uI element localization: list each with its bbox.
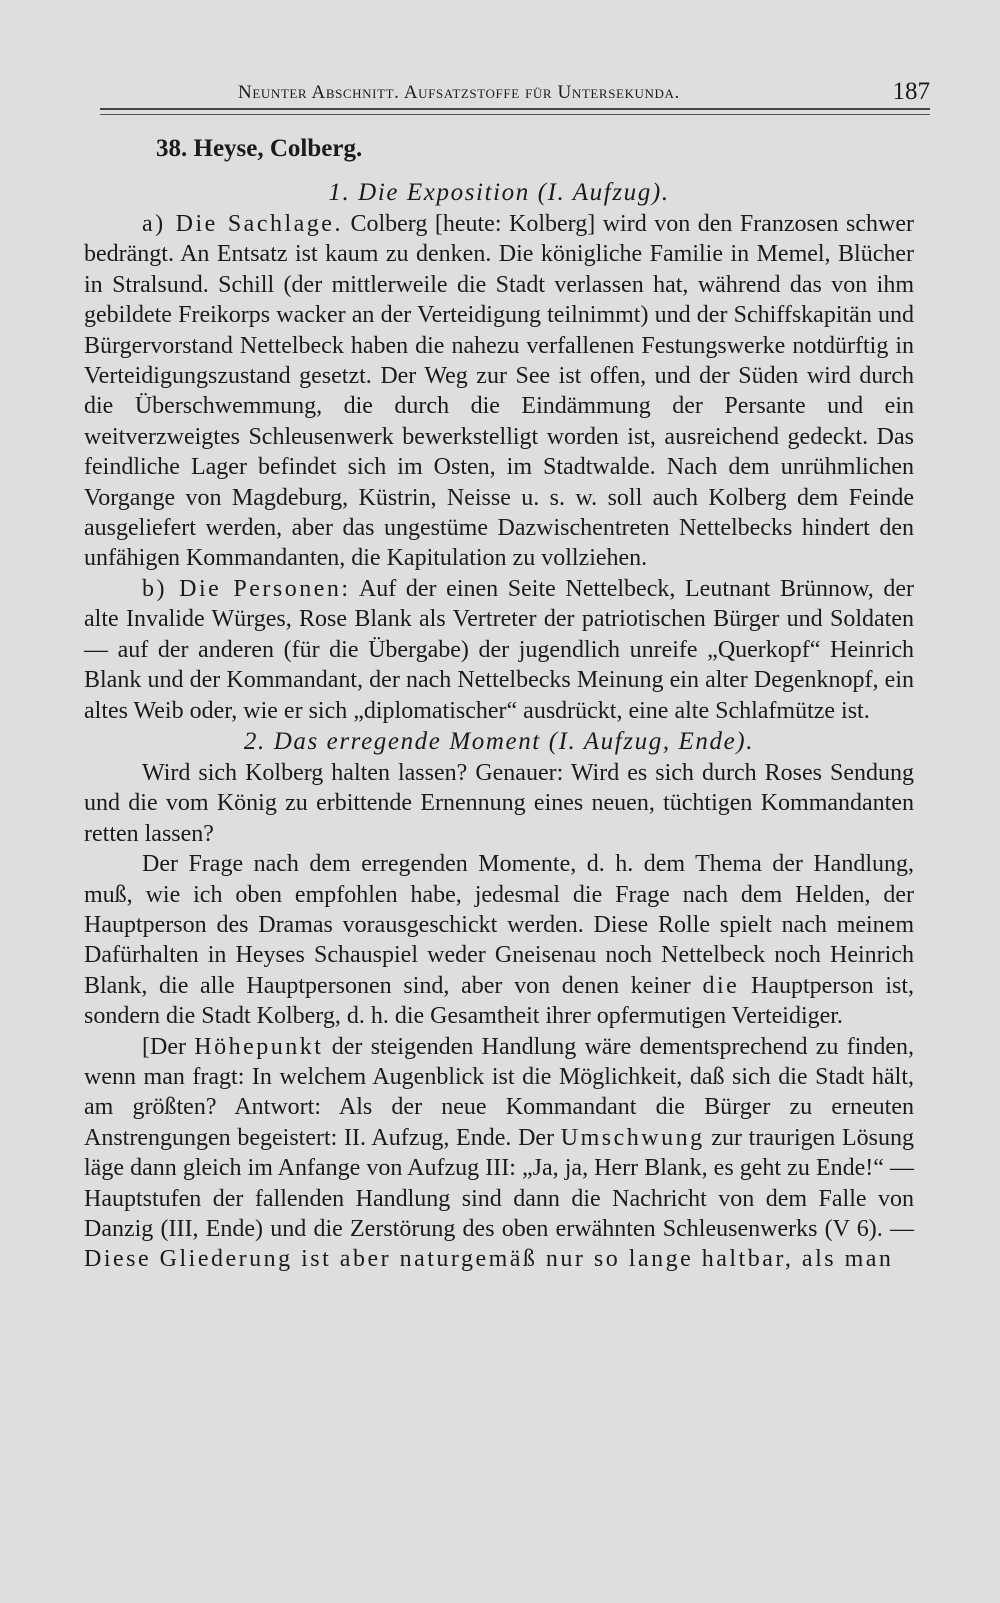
paragraph-text: Hauptperson ist, sondern die Stadt Kolberg, d. h. die Gesamtheit ihrer opfermutigen Verteidiger. — [84, 972, 915, 1030]
paragraph-sachlage — [84, 209, 914, 574]
page-number: 187 — [892, 78, 930, 105]
paragraph-text: Wird sich Kolberg halten lassen? Genauer: Wird es sich durch Roses Sendung und die vom König zu erbittende Ernennung eines neuen, tüchtigen Kommandanten retten lassen? — [84, 759, 914, 847]
emphasis-text: Diese Gliederung ist aber naturgemäß nur so lange haltbar, als man — [84, 1246, 894, 1273]
section-heading: 38. Heyse, Colberg. — [156, 135, 363, 162]
paragraph-label: a) Die Sachlage. — [142, 211, 343, 237]
emphasis-text: Umschwung — [560, 1124, 705, 1151]
paragraph-label: b) Die Personen: — [142, 575, 351, 602]
running-head — [100, 70, 930, 110]
paragraph-text: Auf der einen Seite Nettelbeck, Leutnant Brünnow, der alte Invalide Würges, Rose Blank als Vertreter der patriotischen Bürger und Soldaten — auf der anderen (für die Übergabe) der jugendlich unreife „Querkopf“ Heinrich Blank und der Kommandant, der nach Nettelbecks Meinung ein alter Degenknopf, ein altes Weib oder, wie er sich „diplomatischer“ ausdrückt, eine alte Schlafmütze ist. — [84, 575, 915, 724]
paragraph-text: zur traurigen Lösung läge dann gleich im Anfange von Aufzug III: „Ja, ja, Herr Blank, es geht zu Ende!“ — Hauptstufen der fallenden Handlung sind dann die Nachricht von dem Falle von Danzig (III, Ende) und die Zerstörung des oben erwähnten Schleusenwerks (V 6). — — [84, 1124, 915, 1242]
emphasis-text: Höhepunkt — [194, 1033, 324, 1060]
paragraph-text: der steigenden Handlung wäre dementsprechend zu finden, wenn man fragt: In welchem Augenblick ist die Möglichkeit, daß sich die Stadt hält, am größten? Antwort: Als der neue Kommandant die Bürger zu erneuten Anstrengungen begeistert: II. Aufzug, Ende. Der — [84, 1033, 915, 1151]
paragraph-text: [Der — [142, 1033, 186, 1060]
running-title: Neunter Abschnitt. Aufsatzstoffe für Untersekunda. — [238, 82, 680, 103]
paragraph-personen — [84, 574, 914, 726]
subheading-exposition: 1. Die Exposition (I. Aufzug). — [328, 179, 670, 206]
paragraph-text: Colberg [heute: Kolberg] wird von den Franzosen schwer bedrängt. An Entsatz ist kaum zu denken. Die königliche Familie in Memel, Blücher in Stralsund. Schill (der mittlerweile die Stadt verlassen hat, während das von ihm gebildete Freikorps wacker an der Verteidigung teilnimmt) und der Schiffskapitän und Bürgervorstand Nettelbeck haben die nahezu verfallenen Festungswerke notdürftig in Verteidigungszustand gesetzt. Der Weg zur See ist offen, und der Süden wird durch die Überschwemmung, die durch die Eindämmung der Persante und ein weitverzweigtes Schleusenwerk bewerkstelligt worden ist, ausreichend gedeckt. Das feindliche Lager befindet sich im Osten, im Stadtwalde. Nach dem unrühmlichen Vorgange von Magdeburg, Küstrin, Neisse u. s. w. soll auch Kolberg dem Feinde ausgeliefert werden, aber das ungestüme Dazwischentreten Nettelbecks hindert den unfähigen Kommandanten, die Kapitulation zu vollziehen. — [84, 211, 915, 572]
paragraph-held — [84, 849, 914, 1031]
paragraph-frage — [84, 758, 914, 849]
page-body — [84, 135, 914, 1275]
subheading-erregende-moment: 2. Das erregende Moment (I. Aufzug, Ende). — [243, 727, 755, 755]
paragraph-hoehepunkt — [84, 1032, 914, 1275]
header-rule — [100, 108, 930, 115]
emphasis-text: die — [702, 972, 740, 999]
paragraph-text: Der Frage nach dem erregenden Momente, d. h. dem Thema der Handlung, muß, wie ich oben empfohlen habe, jedesmal die Frage nach dem Helden, der Hauptperson des Dramas vorausgeschickt werden. Diese Rolle spielt nach meinem Dafürhalten in Heyses Schauspiel weder Gneisenau noch Nettelbeck noch Heinrich Blank, die alle Hauptpersonen sind, aber von denen keiner — [84, 851, 914, 999]
